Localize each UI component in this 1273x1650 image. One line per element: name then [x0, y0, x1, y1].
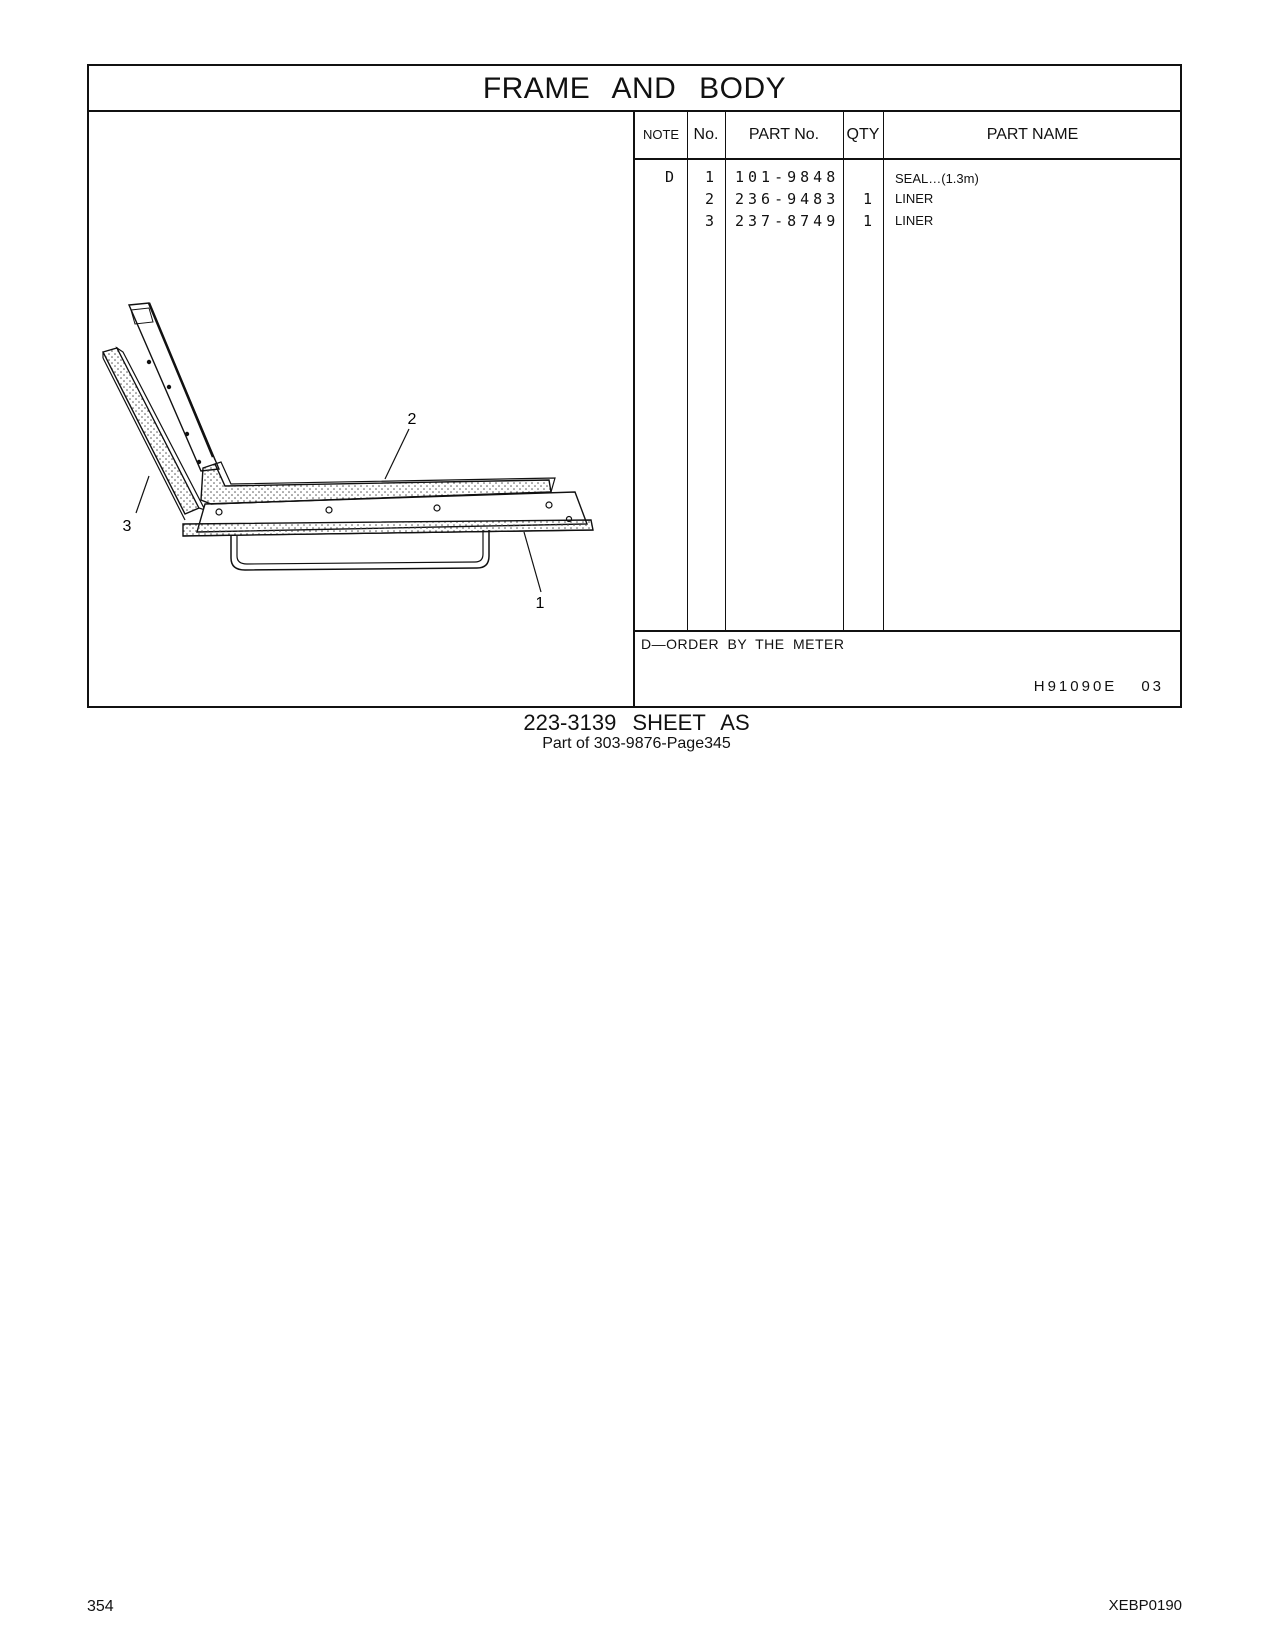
table-footnote: D—ORDER BY THE METER: [641, 636, 845, 652]
parts-sheet: [87, 64, 1182, 708]
header-qty: QTY: [846, 126, 880, 143]
row2-part-name: LINER: [895, 191, 934, 206]
column-divider: [725, 112, 726, 630]
drawing-code: [1034, 678, 1164, 695]
callout-2: 2: [407, 411, 417, 428]
column-divider: [883, 112, 884, 630]
page-number: 354: [87, 1598, 114, 1615]
header-note: NOTE: [642, 127, 680, 142]
row1-note: D: [665, 168, 679, 186]
row3-part-name: LINER: [895, 213, 934, 228]
page-title: FRAME AND BODY: [89, 66, 1180, 112]
footer-divider: [635, 630, 1182, 632]
row2-qty: 1: [863, 190, 877, 208]
assembly-reference: Part of 303-9876-Page345: [542, 735, 731, 752]
exploded-drawing: [89, 112, 635, 708]
parts-table: [635, 112, 1182, 708]
column-divider: [687, 112, 688, 630]
callout-1: 1: [535, 595, 545, 612]
row3-part-no: 237-8749: [735, 212, 840, 230]
row1-part-no: 101-9848: [735, 168, 840, 186]
row2-part-no: 236-9483: [735, 190, 840, 208]
row3-qty: 1: [863, 212, 877, 230]
header-no: No.: [693, 126, 719, 143]
assembly-caption: 223-3139 SHEET AS: [523, 710, 750, 735]
header-divider: [635, 158, 1182, 160]
document-id: XEBP0190: [1108, 1597, 1182, 1614]
row3-no: 3: [705, 212, 719, 230]
header-part-name: PART NAME: [986, 126, 1079, 143]
row1-no: 1: [705, 168, 719, 186]
row2-no: 2: [705, 190, 719, 208]
drawing-revision: 03: [1141, 678, 1164, 695]
drawing-code-number: H91090E: [1033, 678, 1118, 695]
bracket-plate: [129, 303, 219, 471]
seal-liner-illustration: [89, 112, 635, 708]
row1-part-name: SEAL…(1.3m): [895, 171, 979, 186]
callout-3: 3: [122, 518, 132, 535]
column-divider: [843, 112, 844, 630]
header-part-no: PART No.: [748, 126, 820, 143]
